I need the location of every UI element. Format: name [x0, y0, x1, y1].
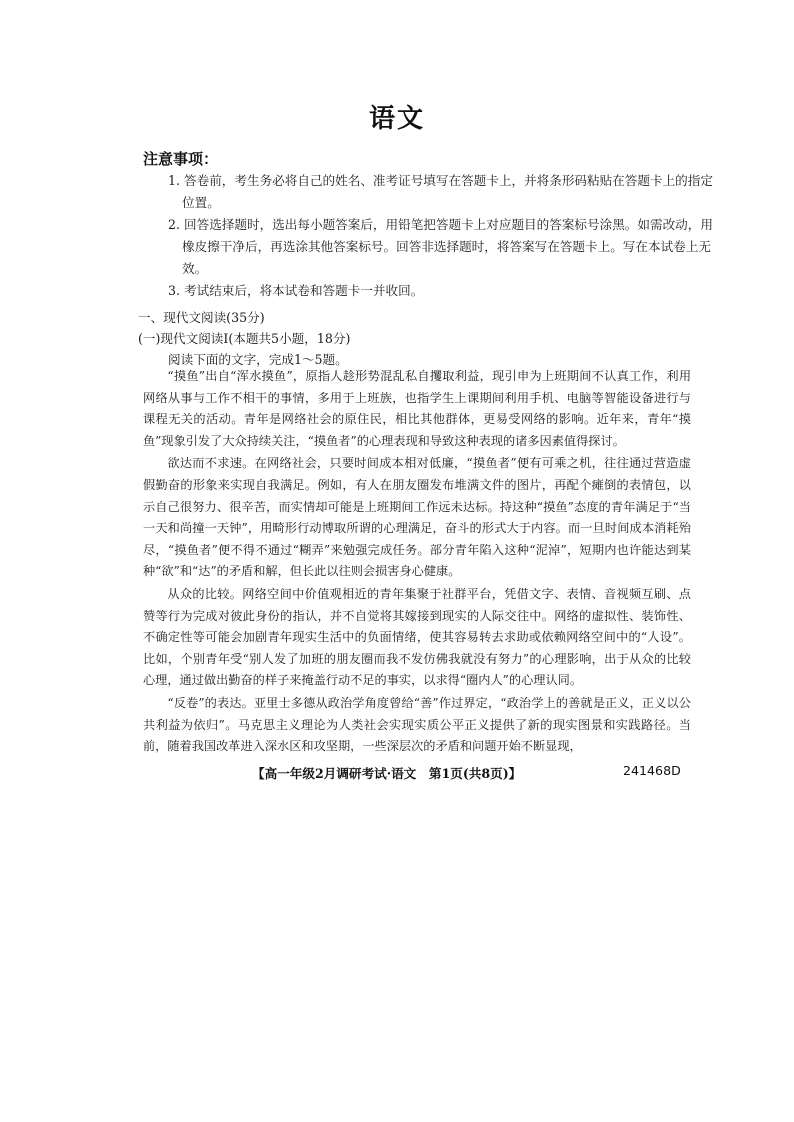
- reading-passage: [143, 366, 691, 758]
- passage-paragraph-1: “摸鱼”出自“浑水摸鱼”，原指人趁形势混乱私自攫取利益，现引申为上班期间不认真工作，利用网络从事与工作不相干的事情，多用于上班族，也指学生上课期间利用手机、电脑等智能设备进行与课程无关的活动。青年是网络社会的原住民，相比其他群体，更易受网络的影响。近年来，青年“摸鱼”现象引发了大众持续关注，“摸鱼者”的心理表现和导致这种表现的诸多因素值得探讨。: [143, 369, 691, 448]
- notice-heading: 注意事项：: [143, 150, 219, 168]
- notice-item-1: 1. 答卷前，考生务必将自己的姓名、准考证号填写在答题卡上，并将条形码粘贴在答题卡上的指定位置。: [168, 173, 713, 210]
- section-heading: 一、现代文阅读(35分): [138, 310, 265, 325]
- notice-item-2: 2. 回答选择题时，选出每小题答案后，用铅笔把答题卡上对应题目的答案标号涂黑。如需改动，用橡皮擦干净后，再选涂其他答案标号。回答非选择题时，将答案写在答题卡上。写在本试卷上无效。: [168, 217, 713, 276]
- page-footer: 【高一年级2月调研考试·语文 第1页(共8页)】: [252, 766, 522, 781]
- passage-paragraph-4: “反卷”的表达。亚里士多德从政治学角度曾给“善”作过界定，“政治学上的善就是正义，正义以公共利益为依归”。马克思主义理论为人类社会实现实质公平正义提供了新的现实图景和实践路径。当前，随着我国改革进入深水区和攻坚期，一些深层次的矛盾和问题开始不断显现，: [143, 695, 691, 754]
- page-title: 语文: [368, 104, 425, 134]
- subsection-heading: (一)现代文阅读Ⅰ(本题共5小题，18分): [138, 331, 351, 346]
- passage-paragraph-2: 欲达而不求速。在网络社会，只要时间成本相对低廉，“摸鱼者”便有可乘之机，往往通过营造虚假勤奋的形象来实现自我满足。例如，有人在朋友圈发布堆满文件的图片，再配个瘫倒的表情包，以示自己很努力、很辛苦，而实情却可能是上班期间工作远未达标。持这种“摸鱼”态度的青年满足于“当一天和尚撞一天钟”，用畸形行动博取所谓的心理满足，奋斗的形式大于内容。而一旦时间成本消耗殆尽，“摸鱼者”便不得不通过“糊弄”来勉强完成任务。部分青年陷入这种“泥淖”，短期内也许能达到某种“欲”和“达”的矛盾和解，但长此以往则会损害身心健康。: [143, 456, 691, 579]
- exam-code: 241468D: [623, 763, 681, 778]
- notice-list: [168, 170, 716, 302]
- passage-paragraph-3: 从众的比较。网络空间中价值观相近的青年集聚于社群平台，凭借文字、表情、音视频互刷、点赞等行为完成对彼此身份的指认，并不自觉将其嫁接到现实的人际交往中。网络的虚拟性、装饰性、不确定性等可能会加剧青年现实生活中的负面情绪，使其容易转去求助或依赖网络空间中的“人设”。比如，个别青年受“别人发了加班的朋友圈而我不发仿佛我就没有努力”的心理影响，出于从众的比较心理，通过做出勤奋的样子来掩盖行动不足的事实，以求得“圈内人”的心理认同。: [143, 586, 691, 688]
- reading-instruction: 阅读下面的文字，完成1～5题。: [168, 352, 348, 367]
- notice-item-3: 3. 考试结束后，将本试卷和答题卡一并收回。: [168, 283, 424, 298]
